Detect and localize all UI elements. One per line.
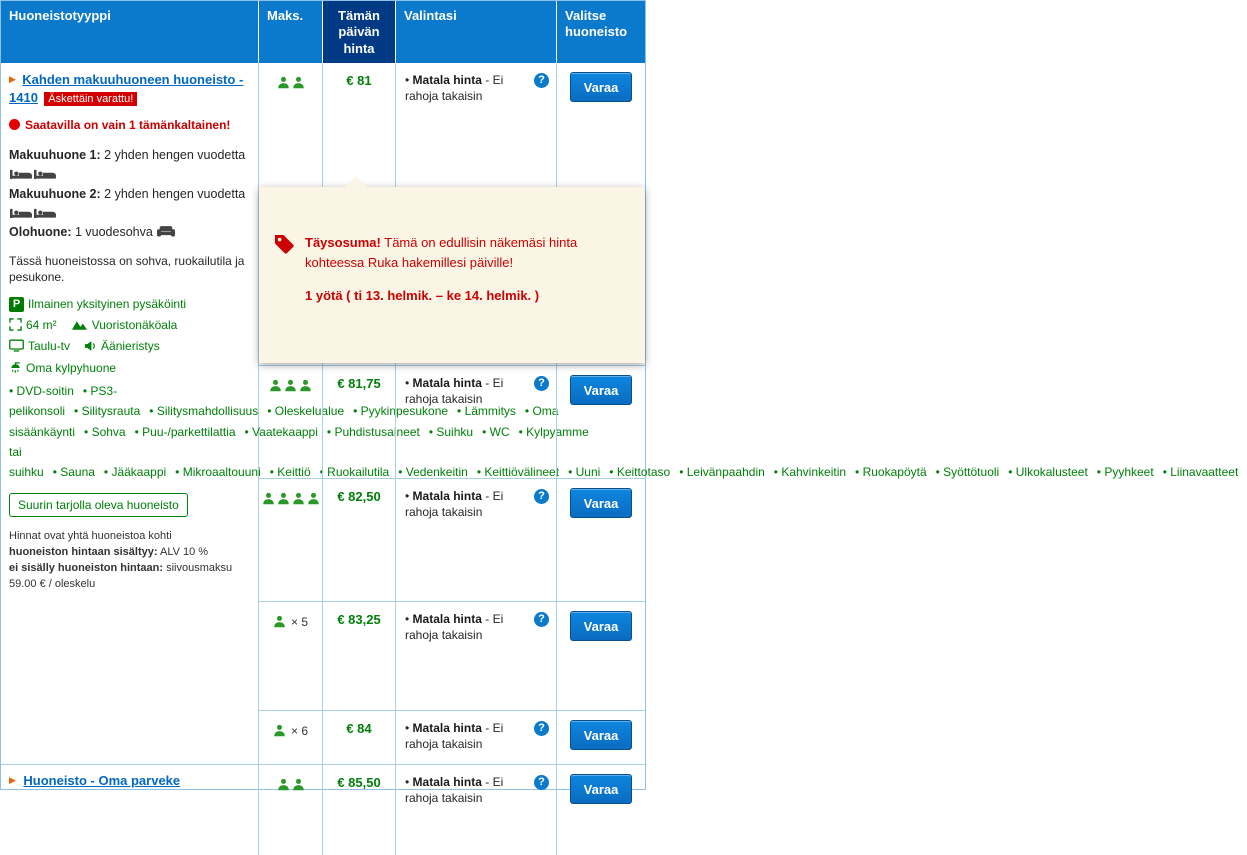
book-button[interactable]: Varaa xyxy=(570,720,632,750)
select-cell xyxy=(557,765,645,855)
occupancy-cell xyxy=(259,602,323,710)
feature-line xyxy=(9,360,250,376)
price-value: € 81,75 xyxy=(337,376,381,391)
tv-icon xyxy=(9,338,24,354)
price-value: € 83,25 xyxy=(337,612,381,627)
amenity-item: • Oma sisäänkäynti xyxy=(9,404,559,439)
rate-row xyxy=(259,711,645,764)
bullet-icon: • xyxy=(405,721,410,735)
amenity-item: • Ulkokalusteet xyxy=(1008,465,1088,480)
tooltip-text xyxy=(305,233,625,363)
header-max-persons: Maks. xyxy=(259,1,323,63)
occupancy-cell xyxy=(259,366,323,478)
speaker-icon xyxy=(84,338,97,354)
tooltip-headline: Täysosuma! xyxy=(305,235,381,250)
person-icon xyxy=(292,490,305,508)
tooltip-body: Tämä on edullisin näkemäsi hinta kohteessa Ruka hakemillesi päiville! xyxy=(305,235,578,270)
header-your-choice: Valintasi xyxy=(396,1,557,63)
person-icon xyxy=(284,377,297,395)
select-cell xyxy=(557,366,645,478)
room-title-line xyxy=(9,71,250,108)
person-icon xyxy=(269,377,282,395)
amenity-item: • Suihku xyxy=(428,424,474,439)
scarcity-text: Saatavilla on vain 1 tämänkaltainen! xyxy=(25,117,231,132)
amenity-item: • Kahvinkeitin xyxy=(773,465,847,480)
price-value: € 82,50 xyxy=(337,489,381,504)
person-icon xyxy=(273,722,286,740)
deal-text: • Matala hinta - Ei rahoja takaisin xyxy=(405,489,504,520)
amenity-item: • Ruokailutila xyxy=(319,465,390,480)
amenity-item: • Keittotaso xyxy=(609,465,671,480)
expand-arrow-icon: ▶ xyxy=(9,775,16,785)
price-value: € 84 xyxy=(346,721,372,736)
amenity-item: • Lämmitys xyxy=(457,404,516,419)
amenity-item: • WC xyxy=(482,424,510,439)
expand-arrow-icon: ▶ xyxy=(9,74,16,84)
room-block xyxy=(1,63,1239,765)
person-icon xyxy=(262,490,275,508)
tooltip-dates: 1 yötä ( ti 13. helmik. – ke 14. helmik. ) xyxy=(305,288,540,303)
feature-line xyxy=(9,338,250,354)
amenity-item: • Mikroaaltouuni xyxy=(175,465,261,480)
feature-label: Vuoristonäköala xyxy=(91,318,178,333)
amenity-item: • Jääkaappi xyxy=(103,465,167,480)
person-icon xyxy=(277,490,290,508)
feature-label: Oma kylpyhuone xyxy=(26,360,117,375)
deal-text: • Matala hinta - Ei rahoja takaisin xyxy=(405,721,504,752)
alert-dot-icon xyxy=(9,119,20,130)
bullet-icon: • xyxy=(405,612,410,626)
feature-list xyxy=(9,296,250,376)
person-icon xyxy=(277,776,290,794)
help-icon[interactable]: ? xyxy=(534,775,549,790)
tooltip-pointer xyxy=(345,176,367,187)
select-cell xyxy=(557,602,645,710)
amenity-item: • Keittiö xyxy=(269,465,311,480)
amenity-item: • Sohva xyxy=(84,424,126,439)
amenity-item: • Vedenkeitin xyxy=(398,465,468,480)
price-cell xyxy=(323,366,396,478)
occupancy-cell xyxy=(259,479,323,601)
largest-room-badge: Suurin tarjolla oleva huoneisto xyxy=(9,493,188,517)
price-cell xyxy=(323,479,396,601)
price-cell xyxy=(323,765,396,855)
next-room-title-link[interactable]: Huoneisto - Oma parveke xyxy=(23,773,181,788)
person-icon xyxy=(273,613,286,631)
amenity-item: • Puu-/parkettilattia xyxy=(134,424,236,439)
amenity-item: • Keittiövälineet xyxy=(476,465,560,480)
deal-text: • Matala hinta - Ei rahoja takaisin xyxy=(405,376,504,407)
price-tag-icon xyxy=(273,233,295,363)
pricing-notes xyxy=(9,529,250,593)
bullet-icon: • xyxy=(405,775,410,789)
amenity-item: • Vaatekaappi xyxy=(244,424,318,439)
bullet-icon: • xyxy=(405,489,410,503)
book-button[interactable]: Varaa xyxy=(570,375,632,405)
select-cell xyxy=(557,479,645,601)
person-icon xyxy=(292,776,305,794)
bed-config-line: Makuuhuone 2: 2 yhden hengen vuodetta xyxy=(9,185,250,224)
amenity-item: • Silitysrauta xyxy=(74,404,141,419)
pricing-included: huoneiston hintaan sisältyy: ALV 10 % xyxy=(9,545,209,558)
amenity-item: • Syöttötuoli xyxy=(935,465,1000,480)
best-price-tooltip xyxy=(259,187,645,363)
feature-label: Äänieristys xyxy=(101,339,160,354)
rate-row xyxy=(259,479,645,602)
occupancy-cell xyxy=(259,765,323,855)
table-header xyxy=(1,1,645,63)
occupancy-multiplier: × 6 xyxy=(290,724,308,738)
scarcity-warning xyxy=(9,117,250,133)
feature-label: Taulu-tv xyxy=(28,339,71,354)
book-button[interactable]: Varaa xyxy=(570,488,632,518)
bed-icon xyxy=(10,167,32,181)
size-icon xyxy=(9,317,22,333)
bed-config-line: Makuuhuone 1: 2 yhden hengen vuodetta xyxy=(9,146,250,185)
choice-cell xyxy=(396,602,557,710)
book-button[interactable]: Varaa xyxy=(570,72,632,102)
amenity-item: • Oleskelualue xyxy=(267,404,345,419)
feature-label: Ilmainen yksityinen pysäköinti xyxy=(28,297,187,312)
bed-configuration xyxy=(9,146,250,243)
amenity-item: • Leivänpaahdin xyxy=(679,465,765,480)
person-icon xyxy=(277,74,290,92)
choice-cell xyxy=(396,711,557,764)
help-icon[interactable]: ? xyxy=(534,73,549,88)
person-icon xyxy=(292,74,305,92)
price-cell xyxy=(323,602,396,710)
amenity-item: • Sauna xyxy=(52,465,95,480)
rate-row xyxy=(259,366,645,479)
shower-icon xyxy=(9,360,22,376)
header-todays-price: Tämän päivän hinta xyxy=(323,1,396,63)
pricing-line: Hinnat ovat yhtä huoneistoa kohti xyxy=(9,529,172,542)
help-icon[interactable]: ? xyxy=(534,721,549,736)
recently-booked-badge: Äskettäin varattu! xyxy=(44,92,137,106)
parking-icon: P xyxy=(9,297,24,312)
deal-text: • Matala hinta - Ei rahoja takaisin xyxy=(405,73,504,104)
person-icon xyxy=(299,377,312,395)
room-summary: Tässä huoneistossa on sohva, ruokailutila ja pesukone. xyxy=(9,253,245,284)
deal-text: • Matala hinta - Ei rahoja takaisin xyxy=(405,775,504,806)
amenity-item: • Liinavaatteet xyxy=(1162,465,1239,480)
choice-cell xyxy=(396,479,557,601)
amenity-item: • Silitysmahdollisuus xyxy=(149,404,259,419)
amenity-item: • Pyyhkeet xyxy=(1096,465,1154,480)
amenity-item: • Uuni xyxy=(568,465,601,480)
amenity-item: • Pyykinpesukone xyxy=(353,404,449,419)
amenity-item: • Puhdistusaineet xyxy=(326,424,420,439)
occupancy-multiplier: × 5 xyxy=(290,615,308,629)
header-room-type: Huoneistotyyppi xyxy=(1,1,259,63)
amenity-item: • PS3-pelikonsoli xyxy=(9,383,118,419)
book-button[interactable]: Varaa xyxy=(570,611,632,641)
mountain-icon xyxy=(71,317,88,333)
person-icon xyxy=(307,490,320,508)
select-cell xyxy=(557,711,645,764)
book-button[interactable]: Varaa xyxy=(570,774,632,804)
feature-line xyxy=(9,296,250,312)
help-icon[interactable]: ? xyxy=(534,612,549,627)
bed-icon xyxy=(34,167,56,181)
price-value: € 81 xyxy=(346,73,372,88)
room-title-link[interactable]: Kahden makuuhuoneen huoneisto - 1410 xyxy=(9,72,244,106)
sofa-icon xyxy=(157,225,175,239)
occupancy-cell xyxy=(259,711,323,764)
price-value: € 85,50 xyxy=(337,775,381,790)
bed-config-line: Olohuone: 1 vuodesohva xyxy=(9,223,250,242)
choice-cell xyxy=(396,765,557,855)
next-room-details-cell xyxy=(1,765,259,855)
price-cell xyxy=(323,711,396,764)
amenity-item: • DVD-soitin xyxy=(9,383,74,398)
feature-label: 64 m² xyxy=(26,318,57,333)
header-select-room: Valitse huoneisto xyxy=(565,8,628,40)
deal-text: • Matala hinta - Ei rahoja takaisin xyxy=(405,612,504,643)
pricing-excluded: ei sisälly huoneiston hintaan: siivousmaksu 59.00 € / oleskelu xyxy=(9,561,233,590)
bed-icon xyxy=(34,206,56,220)
help-icon[interactable]: ? xyxy=(534,376,549,391)
rate-rows xyxy=(259,63,645,764)
bed-icon xyxy=(10,206,32,220)
amenity-item: • Kylpyamme tai suihku xyxy=(9,424,589,480)
bullet-icon: • xyxy=(405,376,410,390)
bullet-icon: • xyxy=(405,73,410,87)
choice-cell xyxy=(396,366,560,480)
rate-row xyxy=(259,602,645,711)
feature-line xyxy=(9,317,250,333)
help-icon[interactable]: ? xyxy=(534,489,549,504)
amenity-item: • Ruokapöytä xyxy=(855,465,927,480)
next-room-row xyxy=(1,765,645,855)
